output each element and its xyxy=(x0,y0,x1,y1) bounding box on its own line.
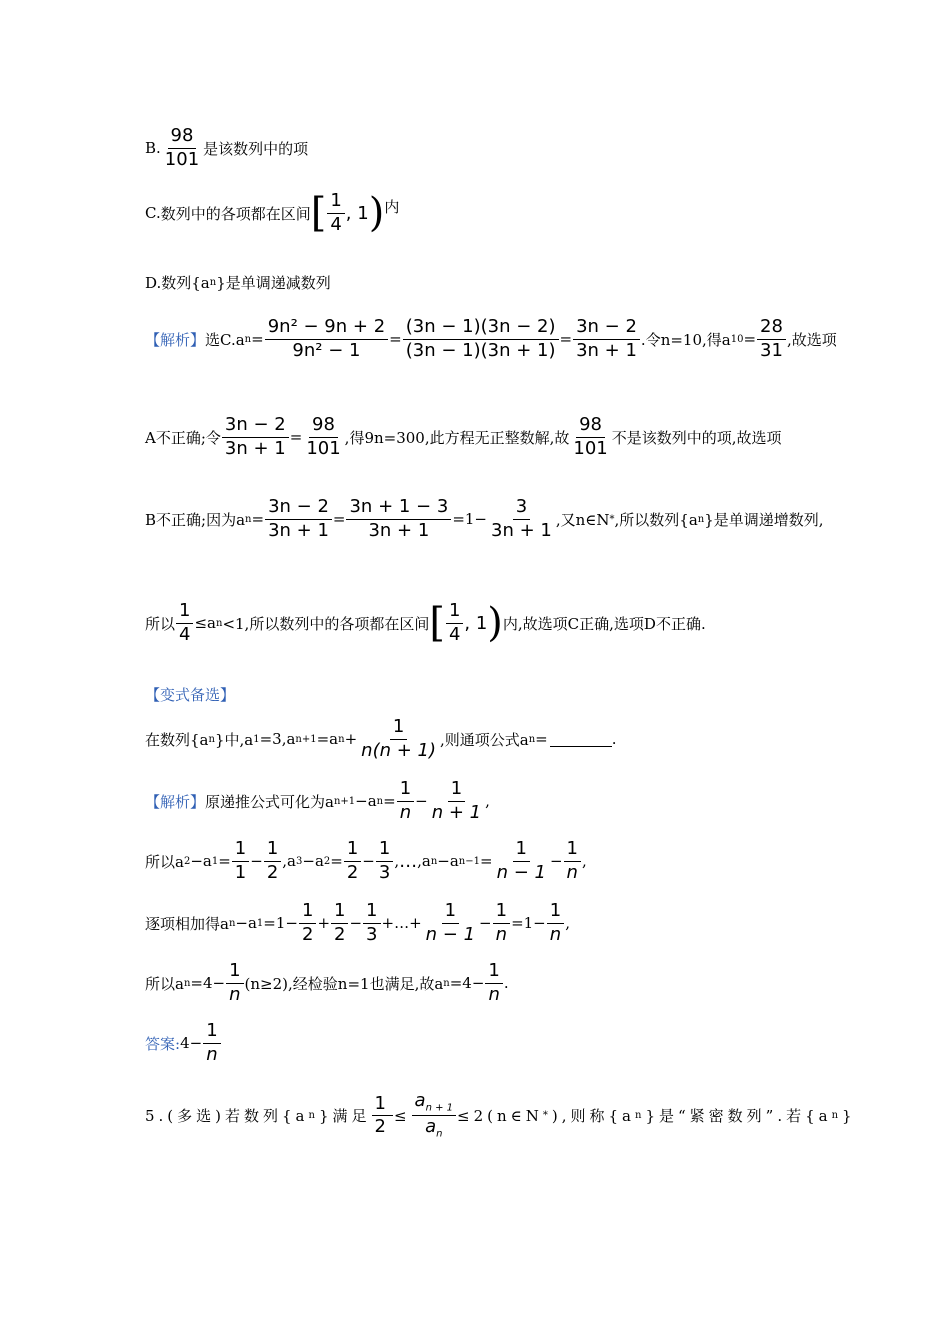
answer-line: 答案: 4− $\frac{1}{n}$ xyxy=(145,1020,222,1066)
variant-solution-4: 所以a n =4− $\frac{1}{n}$ (n≥2),经检验n=1也满足,故a n =4− $\frac{1}{n}$ . xyxy=(145,960,509,1005)
answer-blank xyxy=(550,732,612,747)
solution-line-4: 所以 $\frac{1}{4}$ ≤a n <1,所以数列中的各项都在区间 [ $\frac{1}{4}$ , 1 ) 内,故选项C正确,选项D不正确. xyxy=(145,600,706,646)
option-c: C. 数列中的各项都在区间 [ $\frac{1}{4}$ , 1 ) 内 xyxy=(145,190,400,236)
solution-line-1: 【解析】 选C.a n = $\frac{\text{9n² − 9n + 2}}{\text{9n² − 1}}$ = $\frac{(3n - 1)(3n - 2)}{(3n - 1)(3n + 1)}$ = $\frac{3n - 2}{3n + 1}$ .令n=10,得a 10 = $\frac{28}{31}$ ,故选项 xyxy=(145,316,837,361)
variant-solution-3: 逐项相加得a n −a 1 =1− $\frac{1}{2}$ + $\frac{1}{2}$ − $\frac{1}{3}$ +…+ $\frac{1}{n - 1}$ − $\frac{1}{n}$ =1− $\frac{1}{n}$ , xyxy=(145,900,570,945)
variant-question: 在数列{a n }中,a 1 =3,a n+1 =a n + $\frac{1}{n(n + 1)}$ ,则通项公式a n = . xyxy=(145,716,617,761)
solution-label: 【解析】 xyxy=(145,330,206,349)
question-5: 5.(多选)若数列{a n }满足 $\frac{1}{2}$ ≤ $\frac{a_{n + 1}}{a_n}$ ≤2(n∈N * ),则称{a n }是“紧密数列”.若{a n } xyxy=(145,1090,856,1140)
interval-quarter-to-one: [ $\frac{1}{4}$ , 1 ) xyxy=(310,190,385,236)
variant-solution-1: 【解析】 原递推公式可化为a n+1 −a n = $\frac{1}{n}$ − $\frac{1}{n + 1}$ , xyxy=(145,778,490,823)
option-d: D.数列{a n }是单调递减数列 xyxy=(145,274,331,292)
fraction-98-101: $\frac{98}{101}$ xyxy=(164,125,200,170)
option-b: B. $\frac{98}{101}$ 是该数列中的项 xyxy=(145,125,309,170)
variant-solution-2: 所以a 2 −a 1 = $\frac{1}{1}$ − $\frac{1}{2}$ ,a 3 −a 2 = $\frac{1}{2}$ − $\frac{1}{3}$ , … ,a n −a n−1 = $\frac{1}{n - 1}$ − $\frac{1}{n}$ , xyxy=(145,838,587,883)
variant-heading: 【变式备选】 xyxy=(145,686,236,704)
solution-line-3: B不正确;因为a n = $\frac{3n - 2}{3n + 1}$ = $\frac{3n + 1 - 3}{3n + 1}$ = 1− $\frac{3}{3n + 1}$ ,又n∈N * ,所以数列{a n }是单调递增数列, xyxy=(145,496,824,541)
solution-line-2: A不正确;令 $\frac{3n - 2}{3n + 1}$ = $\frac{98}{101}$ ,得9n=300,此方程无正整数解,故 $\frac{98}{101}$ 不是该数列中的项,故选项 xyxy=(145,414,782,459)
